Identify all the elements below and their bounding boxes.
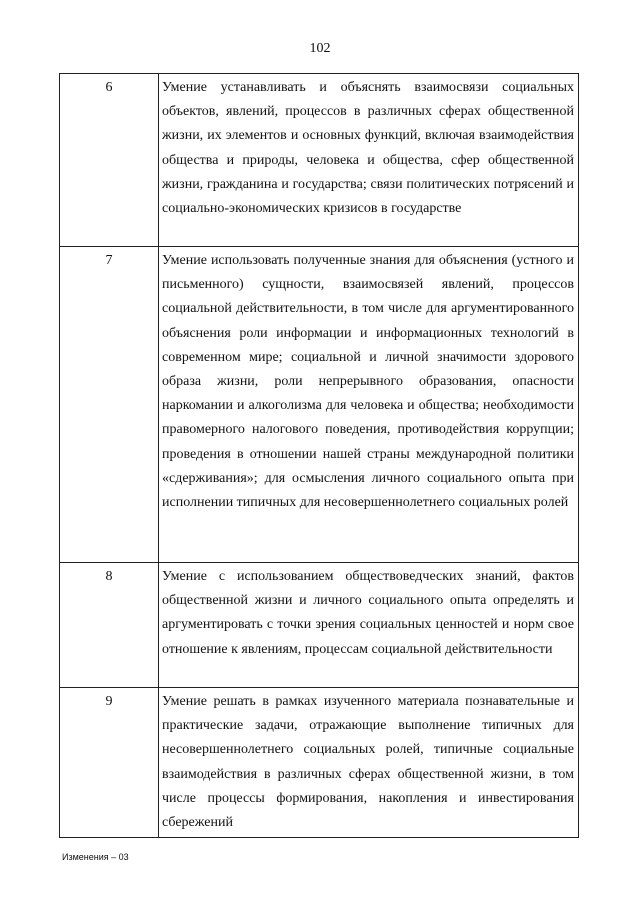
row-text: Умение использовать полученные знания для объяснения (устного и письменного) сущности, взаимосвязей явлений, процессов социальной действительности, в том числе для аргументированного объяснения роли информации и информационных технологий в современном мире; социальной и личной значимости здорового образа жизни, роли непрерывного образования, опасности наркомании и алкоголизма для человека и общества; необходимости правомерного налогового поведения, противодействия коррупции; проведения в отношении нашей страны международной политики «сдерживания»; для осмысления личного социального опыта при исполнении типичных для несовершеннолетнего социальных ролей xyxy=(162,253,574,511)
row-number-cell xyxy=(60,247,159,563)
row-number-cell xyxy=(60,74,159,247)
row-number: 7 xyxy=(105,253,113,268)
table-row xyxy=(60,563,579,688)
page-number: 102 xyxy=(309,41,331,56)
table-row xyxy=(60,74,579,247)
row-text-cell xyxy=(159,247,579,563)
table-row xyxy=(60,688,579,838)
row-text-cell xyxy=(159,563,579,688)
footer-revision-note: Изменения – 03 xyxy=(62,852,129,862)
row-number-cell xyxy=(60,688,159,838)
row-number: 9 xyxy=(105,694,113,709)
row-text-cell xyxy=(159,688,579,838)
row-text: Умение с использованием обществоведческих знаний, фактов общественной жизни и личного социального опыта определять и аргументировать с точки зрения социальных ценностей и норм свое отношение к явлениям, процессам социальной действительности xyxy=(162,569,574,657)
row-text: Умение решать в рамках изученного материала познавательные и практические задачи, отражающие выполнение типичных для несовершеннолетнего социальных ролей, типичные социальные взаимодействия в различных сферах общественной жизни, в том числе процессы формирования, накопления и инвестирования сбережений xyxy=(162,694,574,831)
row-text-cell xyxy=(159,74,579,247)
row-number-cell xyxy=(60,563,159,688)
requirements-table xyxy=(59,73,579,838)
row-number: 6 xyxy=(105,80,113,95)
row-text: Умение устанавливать и объяснять взаимосвязи социальных объектов, явлений, процессов в различных сферах общественной жизни, их элементов и основных функций, включая взаимодействия общества и природы, человека и общества, сфер общественной жизни, гражданина и государства; связи политических потрясений и социально-экономических кризисов в государстве xyxy=(162,80,574,217)
table-row xyxy=(60,247,579,563)
row-number: 8 xyxy=(105,569,113,584)
